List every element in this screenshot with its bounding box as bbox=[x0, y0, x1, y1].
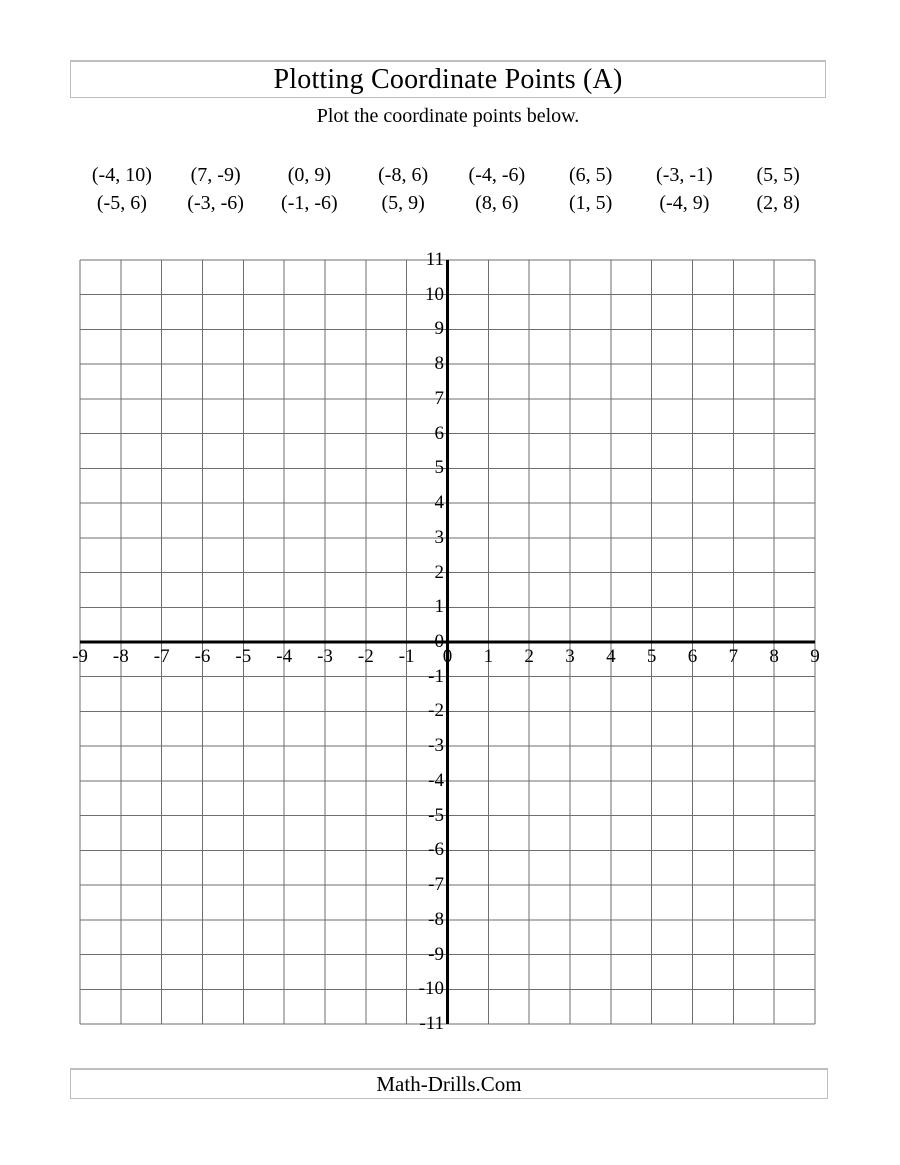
y-axis-tick-label: -2 bbox=[428, 700, 444, 722]
x-axis-tick-label: 6 bbox=[687, 646, 698, 667]
y-axis-tick-label: -4 bbox=[428, 769, 444, 791]
x-axis-tick-label: -9 bbox=[72, 646, 88, 667]
y-axis-tick-label: 1 bbox=[434, 596, 444, 618]
y-axis-tick-label: -9 bbox=[428, 943, 444, 965]
coordinate-pair: (8, 6) bbox=[475, 192, 519, 214]
x-axis-tick-label: 8 bbox=[769, 646, 779, 667]
footer-box bbox=[70, 1068, 828, 1099]
y-axis-tick-label: -11 bbox=[419, 1013, 444, 1034]
worksheet-instructions: Plot the coordinate points below. bbox=[316, 105, 580, 127]
coordinate-pair: (0, 9) bbox=[287, 164, 332, 186]
coordinate-pair: (2, 8) bbox=[756, 192, 800, 214]
worksheet-title: Plotting Coordinate Points (A) bbox=[273, 63, 623, 95]
x-axis-tick-label: -6 bbox=[194, 646, 211, 667]
x-axis-tick-label: 4 bbox=[606, 646, 616, 667]
coordinate-pair: (-1, -6) bbox=[281, 192, 338, 214]
x-axis-tick-label: -2 bbox=[357, 646, 374, 667]
y-axis-tick-label: 9 bbox=[434, 318, 444, 340]
x-axis-tick-label: -7 bbox=[153, 646, 170, 667]
y-axis-tick-label: 4 bbox=[434, 492, 444, 514]
x-axis-tick-label: 1 bbox=[483, 646, 494, 667]
y-axis-tick-label: 0 bbox=[434, 631, 444, 652]
x-axis-tick-label: -4 bbox=[276, 646, 293, 667]
coordinate-pair: (-8, 6) bbox=[378, 164, 429, 186]
y-axis-tick-label: -10 bbox=[418, 978, 444, 1000]
y-axis-tick-label: -6 bbox=[428, 839, 444, 861]
x-axis-tick-label: 0 bbox=[442, 646, 453, 667]
x-axis-tick-label: -5 bbox=[235, 646, 252, 667]
coordinate-pair: (-4, 10) bbox=[91, 164, 152, 186]
coordinate-pair: (-5, 6) bbox=[96, 192, 147, 214]
coordinate-pair: (-3, -6) bbox=[187, 192, 244, 214]
y-axis-tick-label: 10 bbox=[425, 283, 444, 305]
coordinate-pair: (6, 5) bbox=[568, 164, 613, 186]
x-axis-tick-label: 2 bbox=[524, 646, 534, 667]
coordinate-pair: (-4, 9) bbox=[659, 192, 710, 214]
y-axis-tick-label: 3 bbox=[434, 526, 444, 548]
coordinate-pair: (-3, -1) bbox=[656, 164, 713, 186]
coordinate-pair: (1, 5) bbox=[568, 192, 613, 214]
y-axis-tick-label: -1 bbox=[428, 665, 444, 687]
coordinate-pair: (5, 9) bbox=[381, 192, 425, 214]
coordinate-pair: (7, -9) bbox=[190, 164, 241, 186]
x-axis-tick-label: -8 bbox=[112, 646, 129, 667]
x-axis-tick-label: 9 bbox=[810, 646, 820, 667]
coordinate-pair: (5, 5) bbox=[756, 164, 800, 186]
footer-site-label: Math-Drills.Com bbox=[376, 1071, 522, 1096]
x-axis-tick-label: 5 bbox=[646, 646, 657, 667]
x-axis-tick-label: -1 bbox=[398, 646, 415, 667]
y-axis-tick-label: -7 bbox=[428, 874, 444, 896]
x-axis-tick-label: -3 bbox=[317, 646, 333, 667]
x-axis-tick-label: 7 bbox=[728, 646, 739, 667]
y-axis-tick-label: -8 bbox=[428, 908, 444, 930]
y-axis-tick-label: 11 bbox=[425, 249, 444, 270]
y-axis-tick-label: 8 bbox=[434, 353, 444, 375]
y-axis-tick-label: 6 bbox=[434, 422, 444, 444]
y-axis-tick-label: -3 bbox=[428, 735, 444, 757]
y-axis-tick-label: 5 bbox=[434, 457, 444, 479]
coordinate-pair: (-4, -6) bbox=[468, 164, 526, 186]
y-axis-tick-label: 2 bbox=[434, 561, 444, 583]
y-axis-tick-label: 7 bbox=[434, 387, 444, 409]
x-axis-tick-label: 3 bbox=[565, 646, 575, 667]
y-axis-tick-label: -5 bbox=[428, 804, 444, 826]
